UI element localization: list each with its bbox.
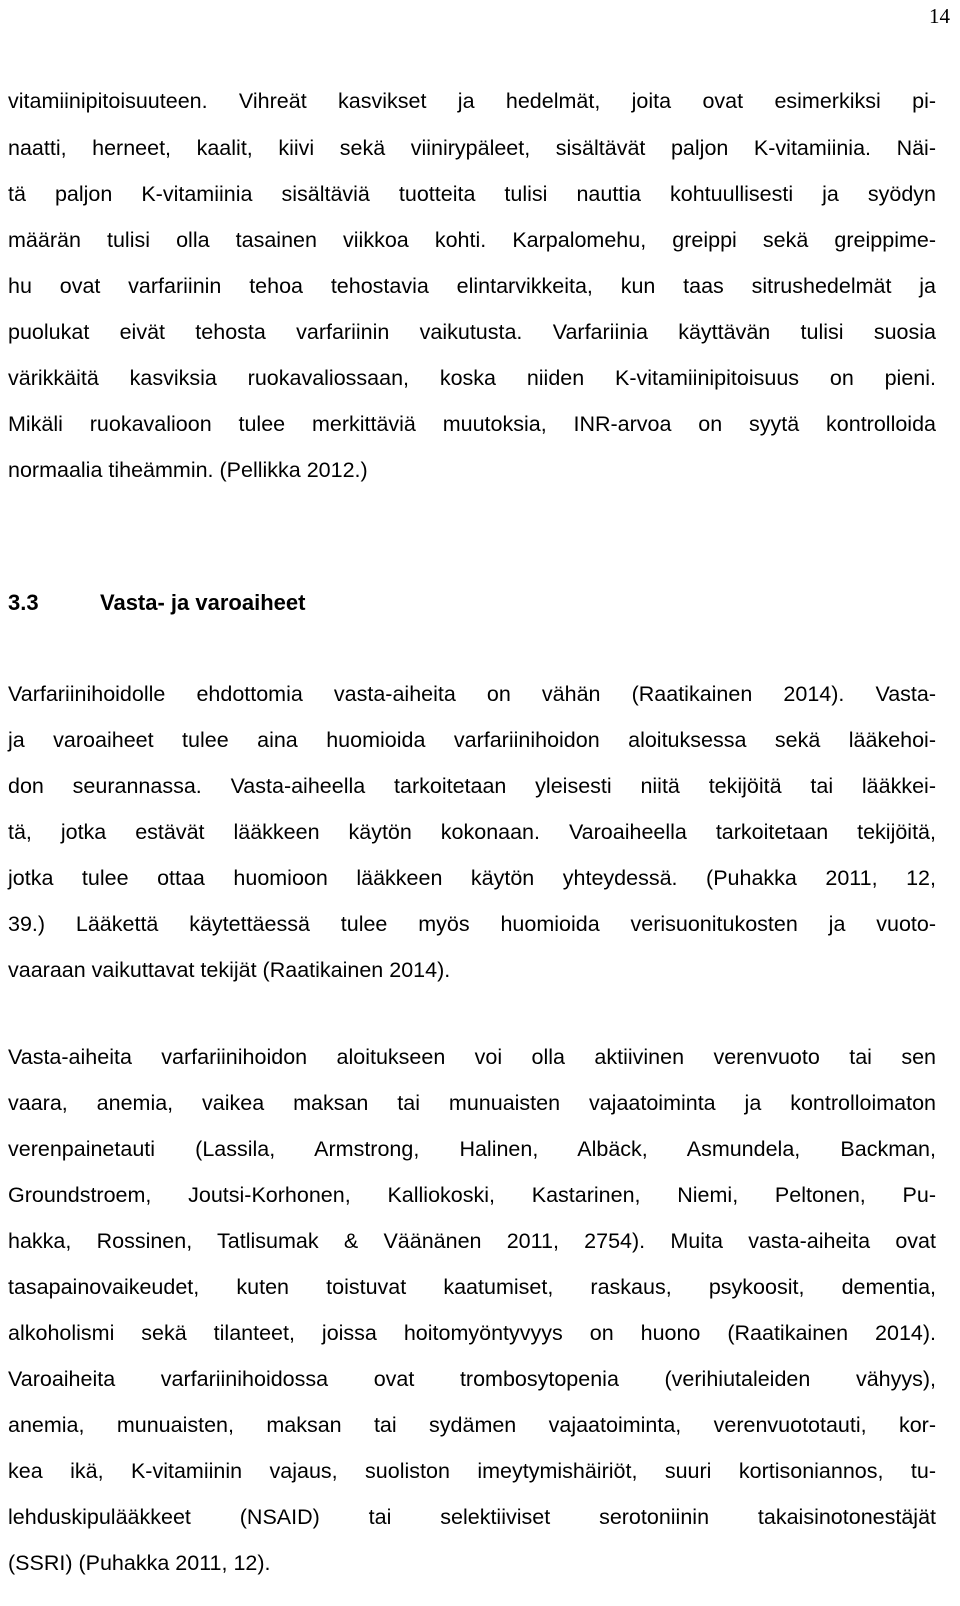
text-line: tasapainovaikeudet, kuten toistuvat kaatumiset, raskaus, psykoosit, dementia, <box>8 1275 936 1299</box>
text-line: puolukat eivät tehosta varfariinin vaikutusta. Varfariinia käyttävän tulisi suosia <box>8 320 936 344</box>
text-line: 39.) Lääkettä käytettäessä tulee myös huomioida verisuonitukosten ja vuoto- <box>8 912 936 936</box>
text-line: määrän tulisi olla tasainen viikkoa kohti. Karpalomehu, greippi sekä greippime- <box>8 228 936 252</box>
section-heading <box>8 588 305 618</box>
text-line: vaaraan vaikuttavat tekijät (Raatikainen 2014). <box>8 958 451 982</box>
text-line: värikkäitä kasviksia ruokavaliossaan, koska niiden K-vitamiinipitoisuus on pieni. <box>8 366 936 390</box>
text-line: ja varoaiheet tulee aina huomioida varfariinihoidon aloituksessa sekä lääkehoi- <box>8 728 936 752</box>
section-number: 3.3 <box>8 590 39 615</box>
text-line: hakka, Rossinen, Tatlisumak & Väänänen 2011, 2754). Muita vasta-aiheita ovat <box>8 1229 936 1253</box>
text-line: verenpainetauti (Lassila, Armstrong, Halinen, Albäck, Asmundela, Backman, <box>8 1137 936 1161</box>
text-line: don seurannassa. Vasta-aiheella tarkoitetaan yleisesti niitä tekijöitä tai lääkkei- <box>8 774 936 798</box>
text-line: (SSRI) (Puhakka 2011, 12). <box>8 1551 271 1575</box>
section-title: Vasta- ja varoaiheet <box>100 590 306 615</box>
text-line: lehduskipulääkkeet (NSAID) tai selektiiviset serotoniinin takaisinotonestäjät <box>8 1505 936 1529</box>
text-line: tä paljon K-vitamiinia sisältäviä tuotteita tulisi nauttia kohtuullisesti ja syödyn <box>8 182 936 206</box>
text-line: kea ikä, K-vitamiinin vajaus, suoliston imeytymishäiriöt, suuri kortisoniannos, tu- <box>8 1459 936 1483</box>
text-line: naatti, herneet, kaalit, kiivi sekä viinirypäleet, sisältävät paljon K-vitamiinia. Näi- <box>8 136 936 160</box>
text-line: anemia, munuaisten, maksan tai sydämen vajaatoiminta, verenvuototauti, kor- <box>8 1413 936 1437</box>
text-line: vaara, anemia, vaikea maksan tai munuaisten vajaatoiminta ja kontrolloimaton <box>8 1091 936 1115</box>
text-line: Varfariinihoidolle ehdottomia vasta-aiheita on vähän (Raatikainen 2014). Vasta- <box>8 682 936 706</box>
text-line: Vasta-aiheita varfariinihoidon aloitukseen voi olla aktiivinen verenvuoto tai sen <box>8 1045 936 1069</box>
text-line: jotka tulee ottaa huomioon lääkkeen käytön yhteydessä. (Puhakka 2011, 12, <box>8 866 936 890</box>
text-line: tä, jotka estävät lääkkeen käytön kokonaan. Varoaiheella tarkoitetaan tekijöitä, <box>8 820 936 844</box>
text-line: alkoholismi sekä tilanteet, joissa hoitomyöntyvyys on huono (Raatikainen 2014). <box>8 1321 936 1345</box>
text-line: Groundstroem, Joutsi-Korhonen, Kalliokoski, Kastarinen, Niemi, Peltonen, Pu- <box>8 1183 936 1207</box>
text-line: hu ovat varfariinin tehoa tehostavia elintarvikkeita, kun taas sitrushedelmät ja <box>8 274 936 298</box>
text-line: normaalia tiheämmin. (Pellikka 2012.) <box>8 458 368 482</box>
text-line: vitamiinipitoisuuteen. Vihreät kasvikset ja hedelmät, joita ovat esimerkiksi pi- <box>8 89 936 113</box>
page-number: 14 <box>929 4 950 28</box>
text-line: Varoaiheita varfariinihoidossa ovat trombosytopenia (verihiutaleiden vähyys), <box>8 1367 936 1391</box>
text-line: Mikäli ruokavalioon tulee merkittäviä muutoksia, INR-arvoa on syytä kontrolloida <box>8 412 936 436</box>
